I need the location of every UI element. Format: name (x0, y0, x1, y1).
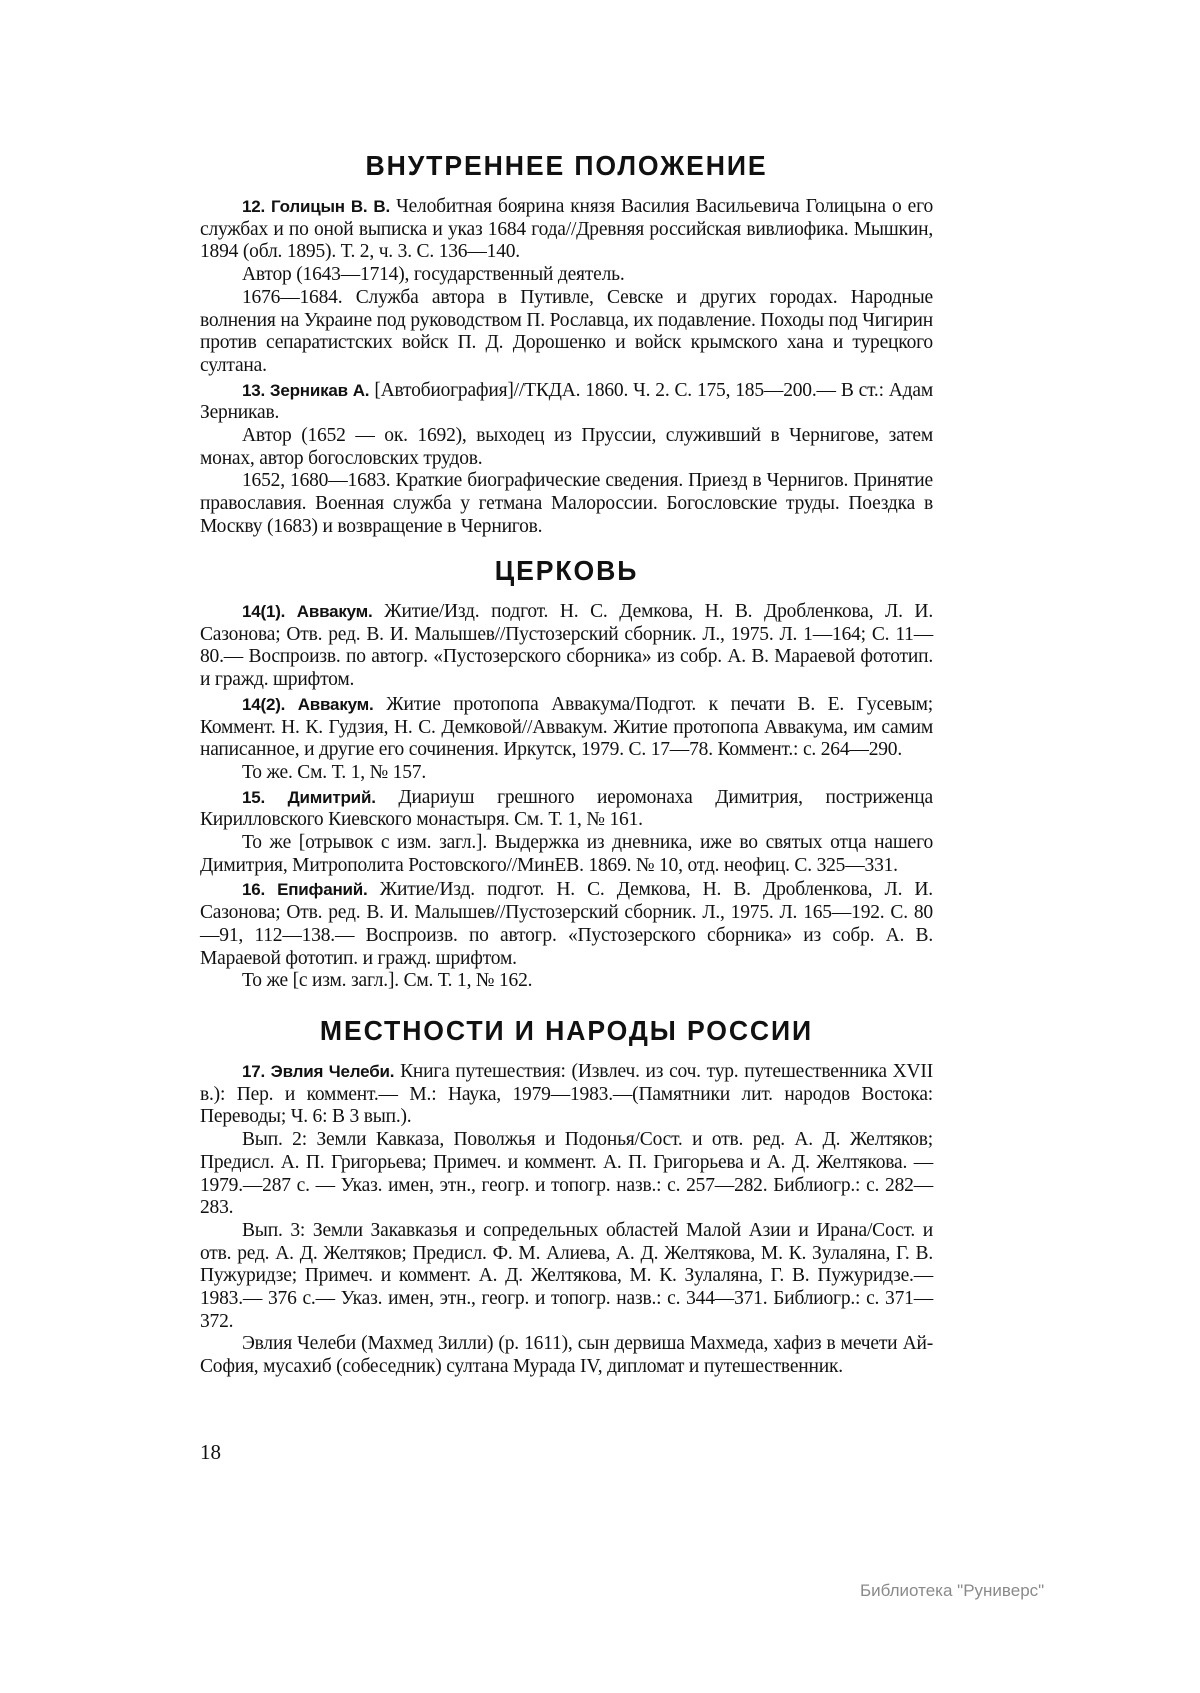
section-heading: ЦЕРКОВЬ (494, 555, 639, 586)
entry-annotation (200, 425, 933, 470)
section-regions-peoples (200, 1015, 933, 1379)
entry-text: [Автобиография]//ТКДА. 1860. Ч. 2. С. 175, 185—200.— В ст.: Адам Зерникав. (200, 379, 933, 424)
entry-author: 12. Голицын В. В. (242, 197, 390, 216)
bibliography-entry (200, 601, 933, 692)
page-number: 18 (200, 1440, 221, 1464)
entry-annotation (200, 762, 933, 785)
section-heading: МЕСТНОСТИ И НАРОДЫ РОССИИ (319, 1015, 814, 1046)
entry-text: Житие протопопа Аввакума/Подгот. к печати В. Е. Гусевым; Коммент. Н. К. Гудзия, Н. С. Демковой//Аввакум. Житие протопопа Аввакума, им самим написанное, и другие его сочинения. Иркутск, 1979. С. 17—78. Коммент.: с. 264—290. (200, 693, 933, 761)
entry-annotation (200, 1220, 933, 1334)
entry-text: 1676—1684. Служба автора в Путивле, Севске и других городах. Народные волнения на Украине под руководством П. Рославца, их подавление. Походы под Чигирин против сепаратистских войск П. Д. Дорошенко и войск крымского хана и турецкого султана. (200, 286, 933, 376)
bibliography-entry (200, 694, 933, 762)
entry-annotation (200, 970, 933, 993)
entry-text: Автор (1652 — ок. 1692), выходец из Пруссии, служивший в Чернигове, затем монах, автор богословских трудов. (200, 425, 933, 469)
section-church (200, 555, 933, 993)
bibliography-entry (200, 879, 933, 970)
entry-text: Книга путешествия: (Извлеч. из соч. тур. путешественника XVII в.): Пер. и коммент.— М.: Наука, 1979—1983.—(Памятники лит. народов Востока: Переводы; Ч. 6: В 3 вып.). (200, 1061, 933, 1128)
entry-text: То же [отрывок с изм. загл.]. Выдержка из дневника, иже во святых отца нашего Димитрия, Митрополита Ростовского//МинЕВ. 1869. № 10, отд. неофиц. С. 325—331. (200, 832, 933, 876)
bibliography-entry (200, 196, 933, 264)
entry-text: Вып. 3: Земли Закавказья и сопредельных областей Малой Азии и Ирана/Сост. и отв. ред. А. Д. Желтяков; Предисл. Ф. М. Алиева, А. Д. Желтякова, М. К. Зулаляна, Г. В. Пужуридзе; Примеч. и коммент. А. Д. Желтякова, М. К. Зулаляна, Г. В. Пужуридзе.— 1983.— 376 с.— Указ. имен, этн., геогр. и топогр. назв.: с. 344—371. Библиогр.: с. 371—372. (200, 1219, 933, 1332)
entry-author: 14(1). Аввакум. (242, 602, 373, 621)
section-heading: ВНУТРЕННЕЕ ПОЛОЖЕНИЕ (365, 150, 768, 181)
entry-annotation (200, 1333, 933, 1378)
entry-annotation (200, 832, 933, 877)
entry-annotation (200, 287, 933, 378)
entry-annotation (200, 470, 933, 538)
entry-text: То же [с изм. загл.]. См. Т. 1, № 162. (242, 970, 533, 992)
library-watermark: Библиотека "Руниверс" (860, 1581, 1045, 1600)
entry-author: 17. Эвлия Челеби. (242, 1062, 395, 1081)
entry-text: То же. См. Т. 1, № 157. (242, 761, 427, 783)
entry-annotation (200, 1129, 933, 1220)
section-internal-affairs (200, 150, 933, 539)
bibliography-entry (200, 1061, 933, 1129)
entry-text: 1652, 1680—1683. Краткие биографические сведения. Приезд в Чернигов. Принятие православия. Военная служба у гетмана Малороссии. Богословские труды. Поездка в Москву (1683) и возвращение в Чернигов. (200, 470, 933, 537)
entry-author: 13. Зерникав А. (242, 380, 370, 400)
entry-text: Вып. 2: Земли Кавказа, Поволжья и Подонья/Сост. и отв. ред. А. Д. Желтяков; Предисл. А. П. Григорьева; Примеч. и коммент. А. П. Григорьева и А. Д. Желтякова. — 1979.—287 с. — Указ. имен, этн., геогр. и топогр. назв.: с. 257—282. Библиогр.: с. 282—283. (200, 1129, 933, 1219)
entry-text: Эвлия Челеби (Махмед Зилли) (р. 1611), сын дервиша Махмеда, хафиз в мечети Ай-София, мусахиб (собеседник) султана Мурада IV, дипломат и путешественник. (200, 1333, 933, 1378)
entry-text: Челобитная боярина князя Василия Васильевича Голицына о его службах и по оной выписка и указ 1684 года//Древняя российская вивлиофика. Мышкин, 1894 (обл. 1895). Т. 2, ч. 3. С. 136—140. (200, 196, 933, 263)
entry-text: Диариуш грешного иеромонаха Димитрия, постриженца Кирилловского Киевского монастыря. См. Т. 1, № 161. (200, 786, 933, 831)
entry-text: Автор (1643—1714), государственный деятель. (242, 264, 625, 286)
entry-author: 16. Епифаний. (242, 880, 368, 900)
entry-author: 15. Димитрий. (242, 787, 376, 807)
entry-author: 14(2). Аввакум. (242, 694, 374, 714)
entry-text: Житие/Изд. подгот. Н. С. Демкова, Н. В. Дробленкова, Л. И. Сазонова; Отв. ред. В. И. Малышев//Пустозерский сборник. Л., 1975. Л. 1—164; С. 11—80.— Воспроизв. по автогр. «Пустозерского сборника» из собр. А. В. Мараевой фототип. и гражд. шрифтом. (200, 601, 933, 691)
entry-text: Житие/Изд. подгот. Н. С. Демкова, Н. В. Дробленкова, Л. И. Сазонова; Отв. ред. В. И. Малышев//Пустозерский сборник. Л., 1975. Л. 165—192. С. 80—91, 112—138.— Воспроизв. по автогр. «Пустозерского сборника» из собр. А. В. Мараевой фототип. и гражд. шрифтом. (200, 879, 933, 969)
bibliography-entry (200, 380, 933, 425)
bibliography-entry (200, 787, 933, 832)
entry-annotation (200, 264, 933, 287)
